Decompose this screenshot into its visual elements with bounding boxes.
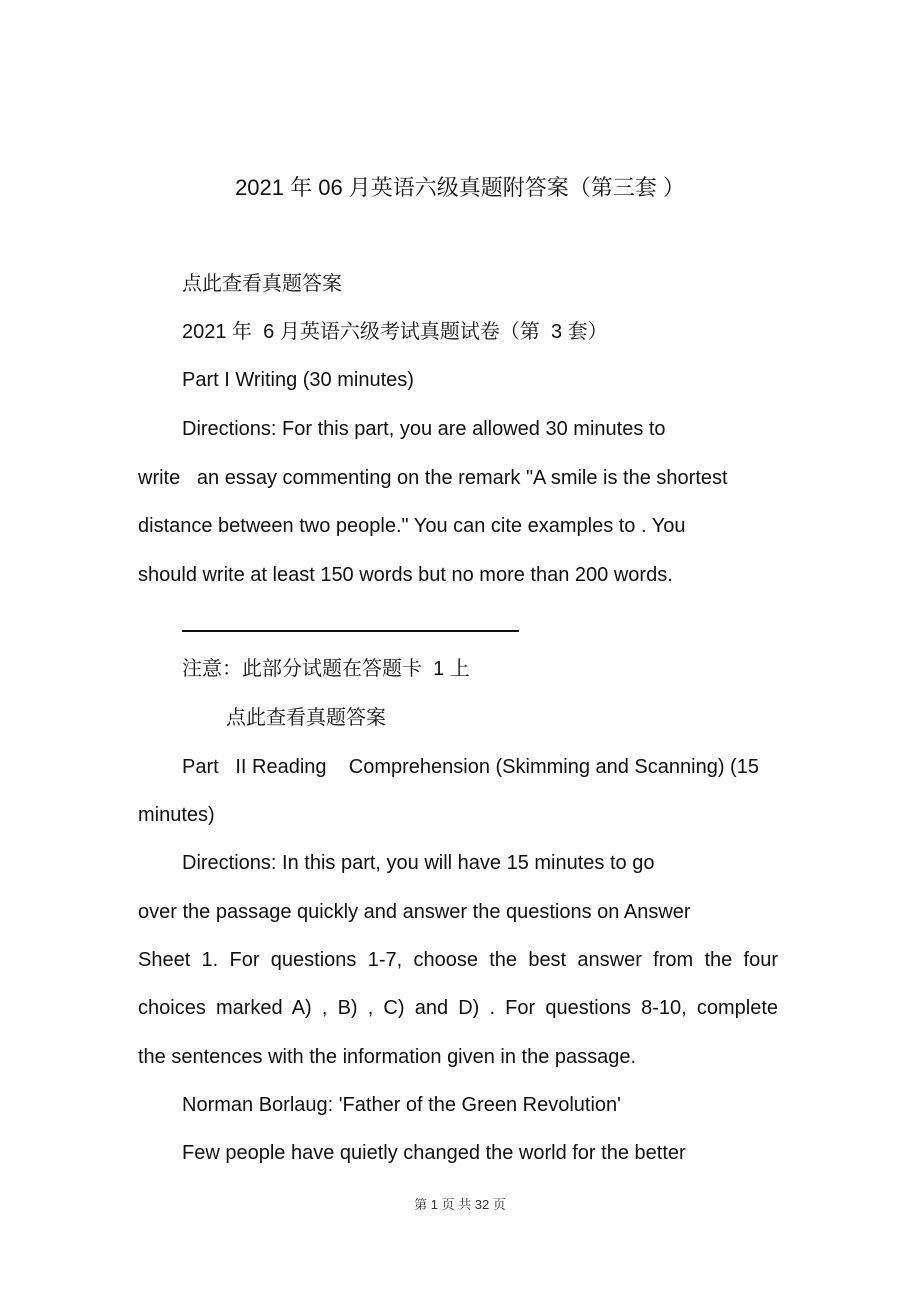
- note-line: 注意：此部分试题在答题卡 1 上: [182, 658, 470, 680]
- part-heading: Part II Reading Comprehension (Skimming and Scanning) (15: [182, 756, 759, 778]
- paragraph-line: Sheet 1. For questions 1-7, choose the best answer from the four: [138, 949, 778, 971]
- document-title: 2021 年 06 月英语六级真题附答案（第三套 ）: [235, 175, 685, 200]
- answer-link[interactable]: 点此查看真题答案: [226, 707, 386, 729]
- exam-subtitle: 2021 年 6 月英语六级考试真题试卷（第 3 套）: [182, 321, 608, 343]
- part-heading-continued: minutes): [138, 804, 215, 826]
- page-footer: 第 1 页 共 32 页: [414, 1197, 506, 1212]
- answer-link[interactable]: 点此查看真题答案: [182, 273, 342, 295]
- paragraph-line: distance between two people." You can cite examples to . You: [138, 515, 686, 537]
- passage-title: Norman Borlaug: 'Father of the Green Revolution': [182, 1094, 621, 1116]
- paragraph-line: choices marked A) , B) , C) and D) . For questions 8-10, complete: [138, 997, 778, 1019]
- paragraph-line: Directions: For this part, you are allowed 30 minutes to: [182, 418, 666, 440]
- paragraph-line: Few people have quietly changed the world for the better: [182, 1142, 686, 1164]
- part-heading: Part I Writing (30 minutes): [182, 369, 414, 391]
- answer-line-divider: [182, 630, 519, 632]
- paragraph-line: should write at least 150 words but no more than 200 words.: [138, 564, 673, 586]
- paragraph-line: write an essay commenting on the remark "A smile is the shortest: [138, 467, 728, 489]
- paragraph-line: the sentences with the information given in the passage.: [138, 1046, 637, 1068]
- paragraph-line: over the passage quickly and answer the questions on Answer: [138, 901, 691, 923]
- paragraph-line: Directions: In this part, you will have 15 minutes to go: [182, 852, 655, 874]
